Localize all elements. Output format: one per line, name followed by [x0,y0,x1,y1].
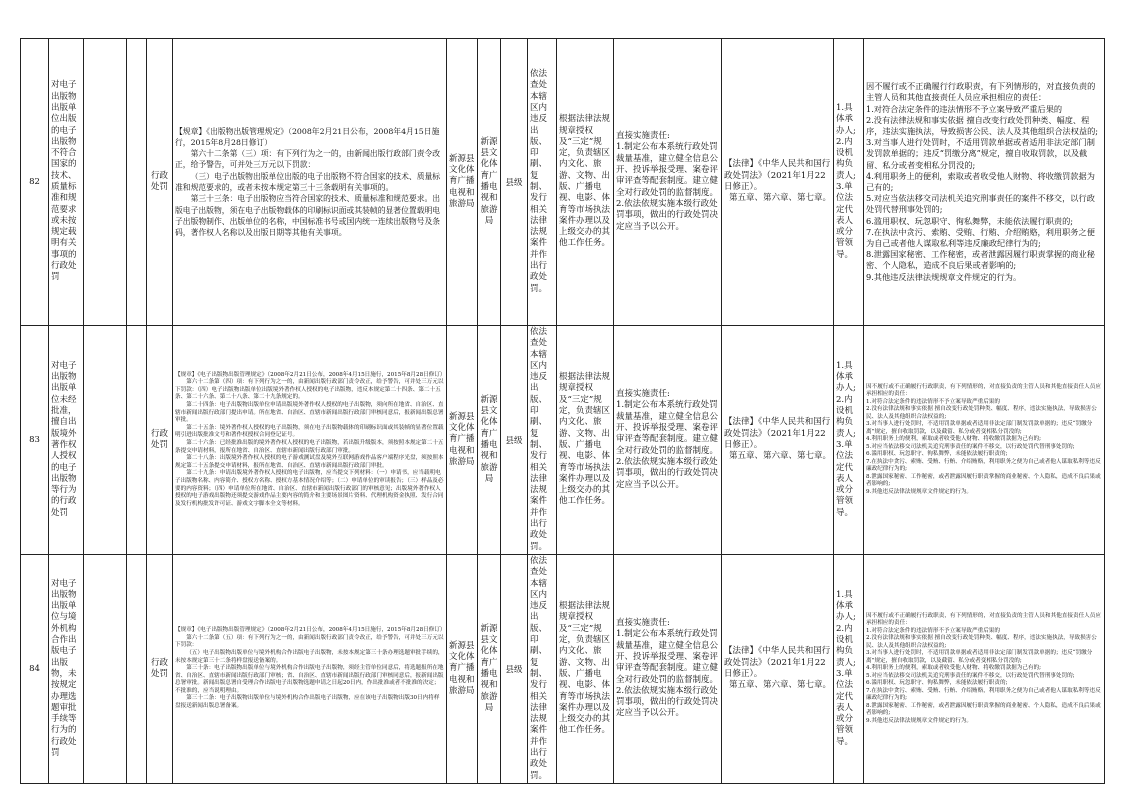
responsible-subject: 1.具体承办人; 2.内设机构负责人; 3.单位法定代表人或分管领导。 [834,326,864,555]
responsible-subject: 1.具体承办人; 2.内设机构负责人; 3.单位法定代表人或分管领导。 [834,554,864,783]
legal-basis-paragraph: 第二十五条：境外著作权人授权的电子出版物，须在电子出版物载体的印刷标识面或其装帧的显著位置载明引进出版批准文号和著作权授权合同登记证号。 [175,424,444,439]
liability-clause: 1.对符合法定条件的违法情形不予立案导致严重后果的 [866,398,1000,405]
liability-clause: 3.对当事人进行处罚时，不适用罚款单据或者适用非法定部门制发罚款单据的；违反“罚缴分离”规定，擅自收取罚款，以及截留、私分或者变相私分罚没的; [866,650,1093,664]
legal-basis-paragraph: （五）电子出版物出版单位与境外机构合作出版电子出版物，未按本规定第三十条办理选题审批手续的，未按本规定第三十二条将样盘报送备案的。 [175,649,444,664]
legal-basis-paragraph: 第六十二条第（三）项：有下列行为之一的，由新闻出版行政部门责令改正，给予警告，可并处三万元以下罚款： [175,149,441,170]
enforcement-scope: 依法查处本辖区内违反出版、印刷、复制、发行相关法律法规案件并作出行政处罚。 [528,554,557,783]
liability-clause: 7.在执法中贪污、索贿、受贿、行贿、介绍贿赂，利用职务之便为自己或者他人谋取私利等违反廉政纪律行为的; [866,458,1101,473]
admin-level: 县级 [501,326,528,555]
legal-basis-paragraph: 第二十九条：申请出版境外著作权人授权的电子出版物，应当提交下列材料：（一）申请书，应当载明电子出版物名称、内容简介、授权方名称、授权方基本情况介绍等；（二）申请单位的审读报告；（三）样品及必要的内容资料；（四）申请单位所在地省、自治区、直辖市新闻出版行政部门的审核意见；出版境外著作权人授权的电子游戏出版物还须提交游戏作品主要内容的简介和主要场景图片资料、代理机构资金执照、发行合同及发行机构批发许可证、游戏文字脚本全文等材料。 [175,470,444,507]
accountability-law [722,326,834,555]
blank-cell [127,326,147,555]
legal-basis [173,39,447,326]
liability-clause: 8.泄露国家秘密、工作秘密，或者泄露因履行职责掌握的商业秘密、个人隐私，造成不良后果或者影响的; [866,249,1095,271]
liability-clause: 5.对应当依法移交司法机关追究刑事责任的案件不移交，以行政处罚代替刑事处罚的; [866,672,1075,679]
liability-clause: 1.对符合法定条件的违法情形不予立案导致严重后果的 [866,103,1063,114]
item-type: 行政处罚 [147,326,173,555]
liability-clause: 3.对当事人进行处罚时，不适用罚款单据或者适用非法定部门制发罚款单据的；违反“罚缴分离”规定，擅自收取罚款，以及截留、私分或者变相私分罚没的; [866,137,1095,170]
authority-standard: 根据法律法规规章授权及“三定”规定，负责辖区内文化、旅游、文物、出版、广播电视、电影、体育等市场执法案件办理以及上级交办的其他工作任务。 [557,39,614,326]
liability-clause: 5.对应当依法移交司法机关追究刑事责任的案件不移交，以行政处罚代替刑事处罚的; [866,193,1095,215]
liability-clause: 7.在执法中贪污、索贿、受贿、行贿、介绍贿赂，利用职务之便为自己或者他人谋取私利等违反廉政纪律行为的; [866,226,1095,249]
legal-basis-paragraph: 第二十四条：电子出版物出版单位申请出版境外著作权人授权的电子出版物，须向所在地省、自治区、直辖市新闻出版行政部门提出申请。所在地省、自治区、直辖市新闻出版行政部门审核同意后，报新闻出版总署审批。 [175,402,444,424]
law-citation: 【法律】《中华人民共和国行政处罚法》（2021年1月22日修正）。 [724,417,831,450]
legal-basis [173,554,447,783]
implementing-department: 新源县文化体育广播电视和旅游局 [447,554,478,783]
item-name: 对电子出版物出版单位出版的电子出版物不符合国家的技术、质量标准和规范要求或未按规定载明有关事项的行政处罚 [49,39,84,326]
legal-basis-paragraph: 【规章】《电子出版物出版管理规定》（2008年2月21日公布，2008年4月15日施行，2015年8月28日修订） [175,627,446,634]
legal-basis-paragraph: 第三十二条：电子出版物出版单位与境外机构合作出版电子出版物，应在该电子出版物出版30日内将样盘报送新闻出版总署备案。 [175,695,440,710]
liability-clause: 2.没有法律法规和事实依据 擅自改变行政处罚种类、幅度、程序，违法实施执法，导致损害公民、法人及其他组织合法权益的; [866,114,1099,136]
liability-clauses [864,326,1105,555]
responsible-department: 新源县文化体育广播电视和旅游局 [478,39,501,326]
liability-clause: 5.对应当依法移交司法机关追究刑事责任的案件不移交，以行政处罚代替刑事处罚的; [866,443,1075,450]
liability-clause: 8.泄露国家秘密、工作秘密，或者泄露因履行职责掌握的商业秘密、个人隐私，造成不良后果或者影响的; [866,473,1101,488]
accountability-law [722,39,834,326]
authority-standard: 根据法律法规规章授权及“三定”规定，负责辖区内文化、旅游、文物、出版、广播电视、电影、体育等市场执法案件办理以及上级交办的其他工作任务。 [557,554,614,783]
liability-clause: 3.对当事人进行处罚时，不适用罚款单据或者适用非法定部门制发罚款单据的；违反“罚缴分离”规定，擅自收取罚款，以及截留、私分或者变相私分罚没的; [866,421,1093,435]
law-citation: 【法律】《中华人民共和国行政处罚法》（2021年1月22日修正）。 [724,646,831,679]
responsible-subject: 1.具体承办人; 2.内设机构负责人; 3.单位法定代表人或分管领导。 [834,39,864,326]
table-row [21,554,1105,783]
liability-clause: 4.利用职务上的便利，索取或者收受他人财物、将收缴罚款据为己有的; [866,665,1042,672]
liability-clause: 2.没有法律法规和事实依据 擅自改变行政处罚种类、幅度、程序，违法实施执法，导致损害公民、法人及其他组织合法权益的; [866,406,1097,420]
blank-cell [84,326,127,555]
blank-cell [127,554,147,783]
responsible-department: 新源县文化体育广播电视和旅游局 [478,554,501,783]
table-row [21,39,1105,326]
legal-basis [173,326,447,555]
table-body [21,39,1105,784]
accountability-law [722,554,834,783]
liability-clause: 9.其他违反法律法规规章文件规定的行为。 [866,717,973,724]
liability-clauses [864,39,1105,326]
liability-clause: 4.利用职务上的便利，索取或者收受他人财物、将收缴罚款据为己有的; [866,170,1095,192]
row-number: 84 [21,554,49,783]
legal-basis-paragraph: 第二十八条：出版境外著作权人授权的电子游戏测试盘及境外互联网游戏作品客户端程序光盘，须按照本规定第二十五条提交申请材料，报所在地省、自治区、直辖市新闻出版行政部门审批。 [175,455,444,469]
liability-clause: 因不履行或不正确履行行政职责，有下列情形的，对直接负责的主管人员和其他直接责任人员应承担相应的责任： [866,81,1096,103]
liability-clause: 4.利用职务上的便利，索取或者收受他人财物、将收缴罚款据为己有的; [866,436,1042,443]
legal-basis-paragraph: 第六十二条第（四）项：有下列行为之一的，由新闻出版行政部门责令改正，给予警告，可并处三万元以下罚款：（四）电子出版物出版单位出版境外著作权人授权的电子出版物，违反本规定第二十四条、第二十五条、第二十六条、第二十八条、第二十九条规定的。 [175,379,444,401]
legal-basis-paragraph: 第三十三条：电子出版物应当符合国家的技术、质量标准和规范要求。出版电子出版物，须在电子出版物载体的印刷标识面或其装帧的显著位置载明电子出版物制作、出版单位的名称，中国标准书号或国内统一连续出版物号及条码，著作权人名称以及出版日期等其他有关事项。 [175,194,441,238]
enforcement-scope: 依法查处本辖区内违反出版、印刷、复制、发行相关法律法规案件并作出行政处罚。 [528,39,557,326]
liability-clause: 9.其他违反法律法规规章文件规定的行为。 [866,271,1022,282]
responsibility-items: 直接实施责任: 1.制定公布本系统行政处罚裁量基准，建立健全信息公开、投诉举报受理、案卷评审评查等配套制度。建立健全对行政处罚的监督制度。 2.依法依规实施本级行政处罚事项，做出的行政处罚决定应当予以公开。 [614,326,722,555]
law-chapters: 第五章、第六章、第七章。 [728,451,831,462]
liability-clause: 1.对符合法定条件的违法情形不予立案导致严重后果的 [866,627,1000,634]
table-row [21,326,1105,555]
blank-cell [84,554,127,783]
liability-clause: 7.在执法中贪污、索贿、受贿、行贿、介绍贿赂，利用职务之便为自己或者他人谋取私利等违反廉政纪律行为的; [866,687,1101,702]
item-type: 行政处罚 [147,39,173,326]
implementing-department: 新源县文化体育广播电视和旅游局 [447,326,478,555]
legal-basis-paragraph: 第六十二条第（五）项：有下列行为之一的，由新闻出版行政部门责令改正，给予警告，可并处三万元以下罚款： [175,634,444,649]
enforcement-scope: 依法查处本辖区内违反出版、印刷、复制、发行相关法律法规案件并作出行政处罚。 [528,326,557,555]
liability-clause: 8.泄露国家秘密、工作秘密，或者泄露因履行职责掌握的商业秘密、个人隐私，造成不良后果或者影响的; [866,702,1101,717]
liability-clause: 6.滥用职权、玩忽职守、徇私舞弊，未能依法履行职责的; [866,215,1074,226]
law-citation: 【法律】《中华人民共和国行政处罚法》（2021年1月22日修正）。 [724,159,831,192]
liability-clause: 9.其他违反法律法规规章文件规定的行为。 [866,488,973,495]
admin-level: 县级 [501,39,528,326]
legal-basis-paragraph: 第三十条：电子出版物出版单位与境外机构合作出版电子出版物，须经主管单位同意后，将选题报所在地省、自治区、直辖市新闻出版行政部门审核；省、自治区、直辖市新闻出版行政部门审核同意后，报新闻出版总署审批。新闻出版总署自受理合作出版电子出版物选题申请之日起20日内，作出批准或者不批准的决定；不批准的，应当说明理由。 [175,665,444,694]
law-chapters: 第五章、第六章、第七章。 [728,193,831,204]
liability-clause: 6.滥用职权、玩忽职守、徇私舞弊，未能依法履行职责的; [866,680,1008,687]
item-name: 对电子出版物出版单位未经批准，擅自出版境外著作权人授权的电子出版物等行为的行政处罚 [49,326,84,555]
legal-basis-paragraph: （三）电子出版物出版单位出版的电子出版物不符合国家的技术、质量标准和规范要求的，或者未按本规定第三十三条载明有关事项的。 [175,171,441,192]
row-number: 83 [21,326,49,555]
item-type: 行政处罚 [147,554,173,783]
legal-basis-paragraph: 第二十六条：已经批准出版的境外著作权人授权的电子出版物，若出版升级版本，须按照本规定第二十五条提交申请材料，报所在地省、自治区、直辖市新闻出版行政部门审批。 [175,439,444,454]
responsible-department: 新源县文化体育广播电视和旅游局 [478,326,501,555]
law-chapters: 第五章、第六章、第七章。 [728,680,831,691]
blank-cell [84,39,127,326]
row-number: 82 [21,39,49,326]
liability-clause: 因不履行或不正确履行行政职责，有下列情形的，对直接负责的主管人员和其他直接责任人员应承担相应的责任： [866,612,1101,627]
item-name: 对电子出版物出版单位与境外机构合作出版电子出版物，未按规定办理选题审批手续等行为的行政处罚 [49,554,84,783]
liability-clauses [864,554,1105,783]
responsibility-table [20,38,1105,784]
liability-clause: 因不履行或不正确履行行政职责，有下列情形的，对直接负责的主管人员和其他直接责任人员应承担相应的责任： [866,383,1101,398]
authority-standard: 根据法律法规规章授权及“三定”规定，负责辖区内文化、旅游、文物、出版、广播电视、电影、体育等市场执法案件办理以及上级交办的其他工作任务。 [557,326,614,555]
legal-basis-paragraph: 【规章】《出版物出版管理规定》（2008年2月21日公布，2008年4月15日施行，2015年8月28日修订） [175,126,440,147]
implementing-department: 新源县文化体育广播电视和旅游局 [447,39,478,326]
blank-cell [127,39,147,326]
legal-basis-paragraph: 【规章】《电子出版物出版管理规定》（2008年2月21日公布，2008年4月15日施行，2015年8月28日修订） [175,371,446,378]
admin-level: 县级 [501,554,528,783]
responsibility-items: 直接实施责任: 1.制定公布本系统行政处罚裁量基准，建立健全信息公开、投诉举报受理、案卷评审评查等配套制度。建立健全对行政处罚的监督制度。 2.依法依规实施本级行政处罚事项，做出的行政处罚决定应当予以公开。 [614,554,722,783]
liability-clause: 6.滥用职权、玩忽职守、徇私舞弊，未能依法履行职责的; [866,451,1008,458]
responsibility-items: 直接实施责任: 1.制定公布本系统行政处罚裁量基准，建立健全信息公开、投诉举报受理、案卷评审评查等配套制度。建立健全对行政处罚的监督制度。 2.依法依规实施本级行政处罚事项，做出的行政处罚决定应当予以公开。 [614,39,722,326]
liability-clause: 2.没有法律法规和事实依据 擅自改变行政处罚种类、幅度、程序，违法实施执法，导致损害公民、法人及其他组织合法权益的; [866,635,1097,649]
